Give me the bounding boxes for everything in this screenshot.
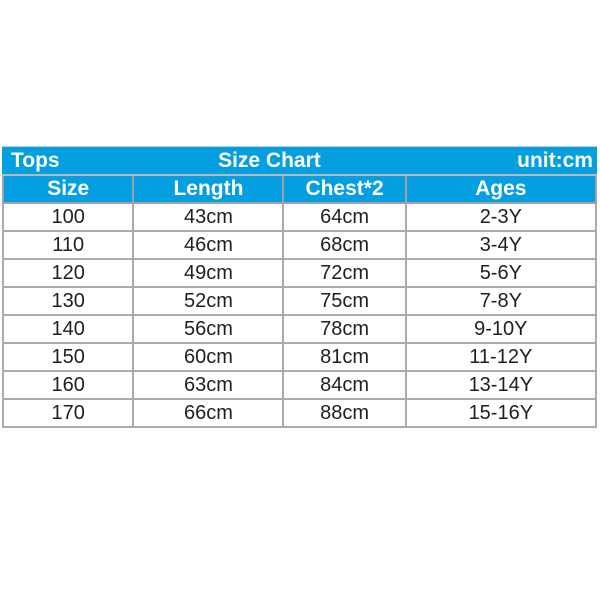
length-cell: 49cm: [133, 259, 283, 287]
length-cell: 60cm: [133, 343, 283, 371]
chest-cell: 84cm: [283, 371, 405, 399]
size-cell: 120: [3, 259, 133, 287]
ages-cell: 15-16Y: [406, 399, 596, 427]
table-row: [3, 315, 596, 343]
product-label: Tops: [11, 148, 60, 172]
length-cell: 63cm: [133, 371, 283, 399]
column-header-length: Length: [133, 176, 283, 203]
size-chart: [2, 146, 597, 428]
length-cell: 46cm: [133, 231, 283, 259]
size-chart-header-row: [3, 176, 596, 203]
table-row: [3, 259, 596, 287]
unit-label: unit:cm: [517, 148, 593, 172]
chest-cell: 88cm: [283, 399, 405, 427]
size-cell: 140: [3, 315, 133, 343]
column-header-size: Size: [3, 176, 133, 203]
table-row: [3, 371, 596, 399]
chart-title: Size Chart: [218, 148, 321, 172]
size-cell: 170: [3, 399, 133, 427]
size-cell: 160: [3, 371, 133, 399]
ages-cell: 7-8Y: [406, 287, 596, 315]
chest-cell: 72cm: [283, 259, 405, 287]
column-header-chest: Chest*2: [283, 176, 405, 203]
ages-cell: 9-10Y: [406, 315, 596, 343]
size-cell: 100: [3, 203, 133, 231]
chest-cell: 81cm: [283, 343, 405, 371]
table-row: [3, 399, 596, 427]
chest-cell: 68cm: [283, 231, 405, 259]
ages-cell: 5-6Y: [406, 259, 596, 287]
length-cell: 43cm: [133, 203, 283, 231]
chest-cell: 75cm: [283, 287, 405, 315]
size-chart-body: [3, 203, 596, 427]
size-cell: 130: [3, 287, 133, 315]
ages-cell: 3-4Y: [406, 231, 596, 259]
table-row: [3, 343, 596, 371]
size-chart-table: [2, 176, 597, 428]
size-chart-title-bar: [2, 146, 597, 176]
size-cell: 150: [3, 343, 133, 371]
chest-cell: 64cm: [283, 203, 405, 231]
ages-cell: 13-14Y: [406, 371, 596, 399]
size-cell: 110: [3, 231, 133, 259]
chest-cell: 78cm: [283, 315, 405, 343]
ages-cell: 11-12Y: [406, 343, 596, 371]
table-row: [3, 231, 596, 259]
column-header-ages: Ages: [406, 176, 596, 203]
table-row: [3, 287, 596, 315]
length-cell: 52cm: [133, 287, 283, 315]
ages-cell: 2-3Y: [406, 203, 596, 231]
table-row: [3, 203, 596, 231]
length-cell: 56cm: [133, 315, 283, 343]
length-cell: 66cm: [133, 399, 283, 427]
